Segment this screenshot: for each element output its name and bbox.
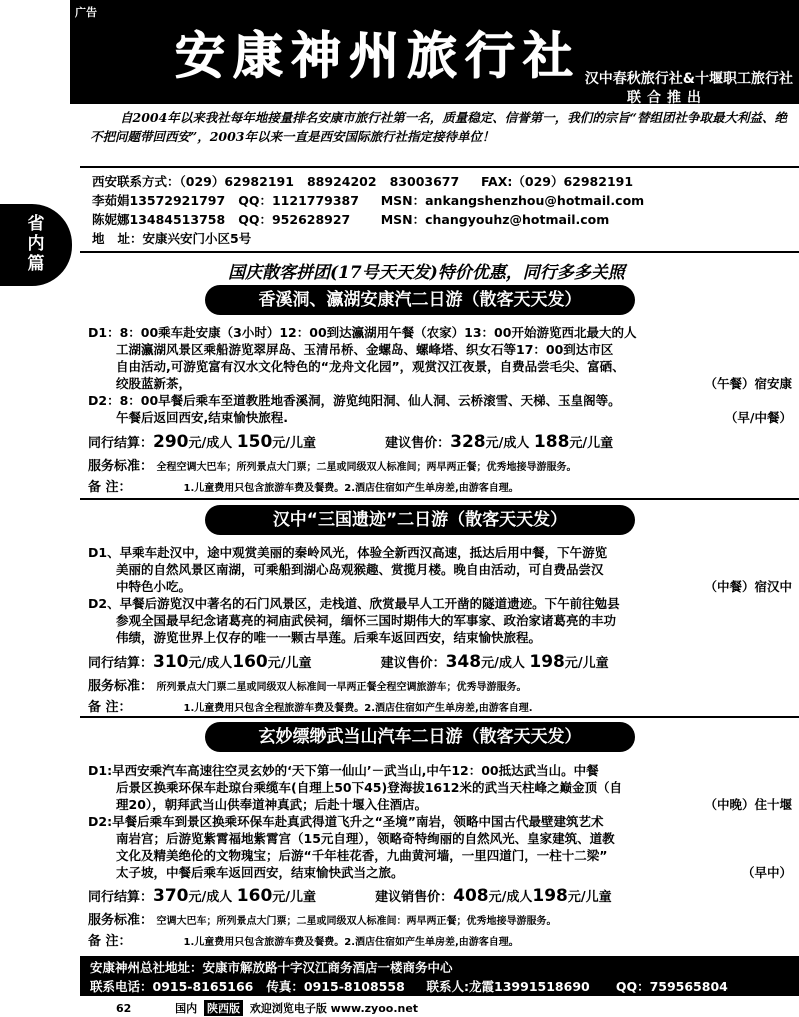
intro-paragraph: 自2004年以来我社每年地接量排名安康市旅行社第一名，质量稳定、信誉第一，我们的宗旨“替组团社争取最大利益、绝不把问题带回西安”，2003年以来一直是西安国际旅行社指定接待单位！	[90, 110, 787, 144]
itinerary-line: D1:早西安乘汽车高速往空灵玄妙的‘天下第一仙山’－武当山,中午12：00抵达武当山。中餐	[88, 763, 599, 778]
page-footer	[116, 1000, 418, 1016]
price-line	[88, 886, 798, 906]
suggest-adult-price: 348	[445, 652, 482, 672]
section-tab-char: 省	[27, 214, 45, 234]
contact-block	[92, 172, 792, 248]
footer-phones: 联系电话：0915-8165166 传真：0915-8108558 联系人:龙霞13991518690 QQ：759565804	[90, 979, 728, 994]
price-unit: 元/成人	[188, 656, 233, 671]
note-text: 1.儿童费用只包含全程旅游车费及餐费。2.酒店住宿如产生单房差,由游客自理.	[183, 703, 533, 714]
page-title: 安康神州旅行社	[175, 26, 581, 85]
service-text: 空调大巴车；所列景点大门票；二星或同级双人标准间：两早两正餐；优秀地接导游服务。	[156, 916, 557, 927]
price-unit: 元/儿童	[272, 890, 317, 905]
itinerary-line: 文化及精美绝伦的文物瑰宝；后游“千年桂花香，九曲黄河墙，一里四道门，一柱十二梁”	[116, 848, 608, 863]
itinerary-line: D2:早餐后乘车到景区换乘环保车赴真武得道飞升之“圣境”南岩，领略中国古代最壁建筑艺术	[88, 814, 604, 829]
section-tab-char: 篇	[27, 254, 45, 274]
note-label: 备 注：	[88, 700, 132, 715]
tour-itinerary	[88, 762, 798, 881]
settle-label: 同行结算：	[88, 656, 154, 671]
tour-note	[88, 930, 798, 949]
settle-child-price: 150	[236, 432, 273, 452]
itinerary-meals: （早/中餐）	[724, 410, 792, 425]
settle-label: 同行结算：	[88, 890, 154, 905]
tour-itinerary	[88, 324, 798, 426]
website-text[interactable]: 欢迎浏览电子版 www.zyoo.net	[249, 1002, 419, 1015]
tour-title-banner: 汉中“三国遗迹”二日游（散客天天发）	[205, 505, 635, 535]
service-label: 服务标准：	[88, 913, 154, 928]
itinerary-meals: （早中）	[741, 865, 792, 880]
section-tab-char: 内	[27, 234, 45, 254]
price-unit: 元/儿童	[567, 890, 612, 905]
price-unit: 元/儿童	[272, 436, 317, 451]
divider	[80, 166, 799, 168]
itinerary-meals: （午餐）宿安康	[704, 376, 792, 391]
price-unit: 元/成人	[485, 436, 530, 451]
contact-phone-fax: 西安联系方式：（029）62982191 88924202 83003677 FAX:（029）62982191	[92, 174, 634, 189]
itinerary-line: D1：8：00乘车赴安康（3小时）12：00到达瀛湖用午餐（农家）13：00开始游览西北最大的人	[88, 325, 637, 340]
price-line	[88, 432, 798, 452]
itinerary-line: 工湖瀛湖风景区乘船游览翠屏岛、玉清吊桥、金螺岛、螺峰塔、织女石等17：00到达市区	[116, 342, 614, 357]
tour-note	[88, 476, 798, 495]
price-line	[88, 652, 798, 672]
settle-child-price: 160	[232, 652, 268, 672]
contact-address: 地 址：安康兴安门小区5号	[92, 231, 252, 246]
itinerary-line: 后景区换乘环保车赴琼台乘缆车(自理上50下45)登海拔1612米的武当天柱峰之巅金顶（自	[116, 780, 623, 795]
note-text: 1.儿童费用只包含旅游车费及餐费。2.酒店住宿如产生单房差,由游客自理。	[183, 937, 519, 948]
ad-tag: 广告	[72, 4, 100, 20]
section-name: 国内	[175, 1002, 198, 1015]
section-tab-label	[16, 214, 56, 274]
itinerary-line: 南岩宫；后游览紫霄福地紫霄宫（15元自理），领略奇特绚丽的自然风光、皇家建筑、道教	[116, 831, 615, 846]
service-text: 所列景点大门票二星或同级双人标准间一早两正餐全程空调旅游车；优秀导游服务。	[156, 682, 527, 693]
itinerary-line: 绞股蓝新茶，	[116, 376, 192, 391]
service-standard	[88, 455, 798, 474]
divider	[80, 498, 799, 500]
price-unit: 元/儿童	[267, 656, 312, 671]
itinerary-line: 太子坡，中餐后乘车返回西安，结束愉快武当之旅。	[116, 865, 404, 880]
contact-person: 陈妮娜13484513758 QQ：952628927 MSN：changyouhz@hotmail.com	[92, 212, 610, 227]
note-text: 1.儿童费用只包含旅游车费及餐费。2.酒店住宿如产生单房差,由游客自理。	[183, 483, 519, 494]
tour-title-banner: 香溪洞、瀛湖安康汽二日游（散客天天发）	[205, 285, 635, 315]
suggest-label: 建议售价：	[380, 656, 446, 671]
itinerary-line: 自由活动,可游览富有汉水文化特色的“龙舟文化园”，观赏汉江夜景，自费品尝毛尖、富硒、	[116, 359, 625, 374]
itinerary-line: 中特色小吃。	[116, 579, 192, 594]
itinerary-line: 参观全国最早纪念诸葛亮的祠庙武侯祠，缅怀三国时期伟大的军事家、政治家诸葛亮的丰功	[116, 613, 617, 628]
settle-adult-price: 310	[153, 652, 189, 672]
price-unit: 元/成人	[188, 890, 233, 905]
footer-address: 安康神州总社地址：安康市解放路十字汉江商务酒店一楼商务中心	[90, 960, 453, 975]
itinerary-line: 理20），朝拜武当山供奉道神真武；后赴十堰入住酒店。	[116, 797, 428, 812]
suggest-label: 建议售价：	[385, 436, 451, 451]
settle-child-price: 160	[236, 886, 273, 906]
price-unit: 元/成人	[188, 436, 233, 451]
itinerary-meals: （中餐）宿汉中	[704, 579, 792, 594]
itinerary-line: D2、早餐后游览汉中著名的石门风景区，走栈道、欣赏最早人工开凿的隧道遗迹。下午前往勉县	[88, 596, 620, 611]
settle-adult-price: 370	[153, 886, 189, 906]
itinerary-line: D2：8：00早餐后乘车至道教胜地香溪洞，游览纯阳洞、仙人洞、云桥滚雪、天梯、玉皇阁等。	[88, 393, 621, 408]
footer-contact-bar	[80, 956, 799, 996]
itinerary-line: D1、早乘车赴汉中，途中观赏美丽的秦岭风光，体验全新西汉高速，抵达后用中餐，下午游览	[88, 545, 608, 560]
service-label: 服务标准：	[88, 459, 154, 474]
itinerary-meals: （中晚）住十堰	[704, 797, 792, 812]
service-standard	[88, 909, 798, 928]
tour-itinerary	[88, 544, 798, 646]
edition-tag: 陕西版	[204, 1000, 243, 1016]
service-text: 全程空调大巴车；所列景点大门票；二星或同级双人标准间；两早两正餐；优秀地接导游服务。	[156, 462, 577, 473]
price-unit: 元/儿童	[564, 656, 609, 671]
suggest-adult-price: 408	[453, 886, 489, 906]
itinerary-line: 午餐后返回西安,结束愉快旅程.	[116, 410, 288, 425]
divider	[80, 251, 799, 253]
note-label: 备 注：	[88, 934, 132, 949]
settle-adult-price: 290	[153, 432, 189, 452]
suggest-label: 建议销售价：	[375, 890, 454, 905]
suggest-child-price: 198	[529, 652, 565, 672]
tour-title-banner: 玄妙缥缈武当山汽车二日游（散客天天发）	[205, 722, 635, 752]
joint-launch: 联合推出	[627, 90, 707, 106]
contact-person: 李茹娟13572921797 QQ：1121779387 MSN：ankangshenzhou@hotmail.com	[92, 193, 645, 208]
tour-note	[88, 696, 798, 715]
itinerary-line: 美丽的自然风景区南湖，可乘船到湖心岛观猴趣、赏揽月楼。晚自由活动，可自费品尝汉	[116, 562, 604, 577]
note-label: 备 注：	[88, 480, 132, 495]
page-number: 62	[116, 1002, 132, 1015]
suggest-child-price: 188	[533, 432, 570, 452]
settle-label: 同行结算：	[88, 436, 154, 451]
promo-headline: 国庆散客拼团(17号天天发)特价优惠，同行多多关照	[228, 263, 625, 283]
service-standard	[88, 675, 798, 694]
price-unit: 元/成人	[488, 890, 533, 905]
service-label: 服务标准：	[88, 679, 154, 694]
suggest-child-price: 198	[532, 886, 568, 906]
price-unit: 元/成人	[481, 656, 525, 671]
divider	[80, 716, 799, 718]
itinerary-line: 伟绩，游览世界上仅存的唯一一颗古旱莲。后乘车返回西安，结束愉快旅程。	[116, 630, 542, 645]
partner-agencies: 汉中春秋旅行社&十堰职工旅行社	[584, 71, 793, 87]
suggest-adult-price: 328	[450, 432, 486, 452]
price-unit: 元/儿童	[569, 436, 614, 451]
